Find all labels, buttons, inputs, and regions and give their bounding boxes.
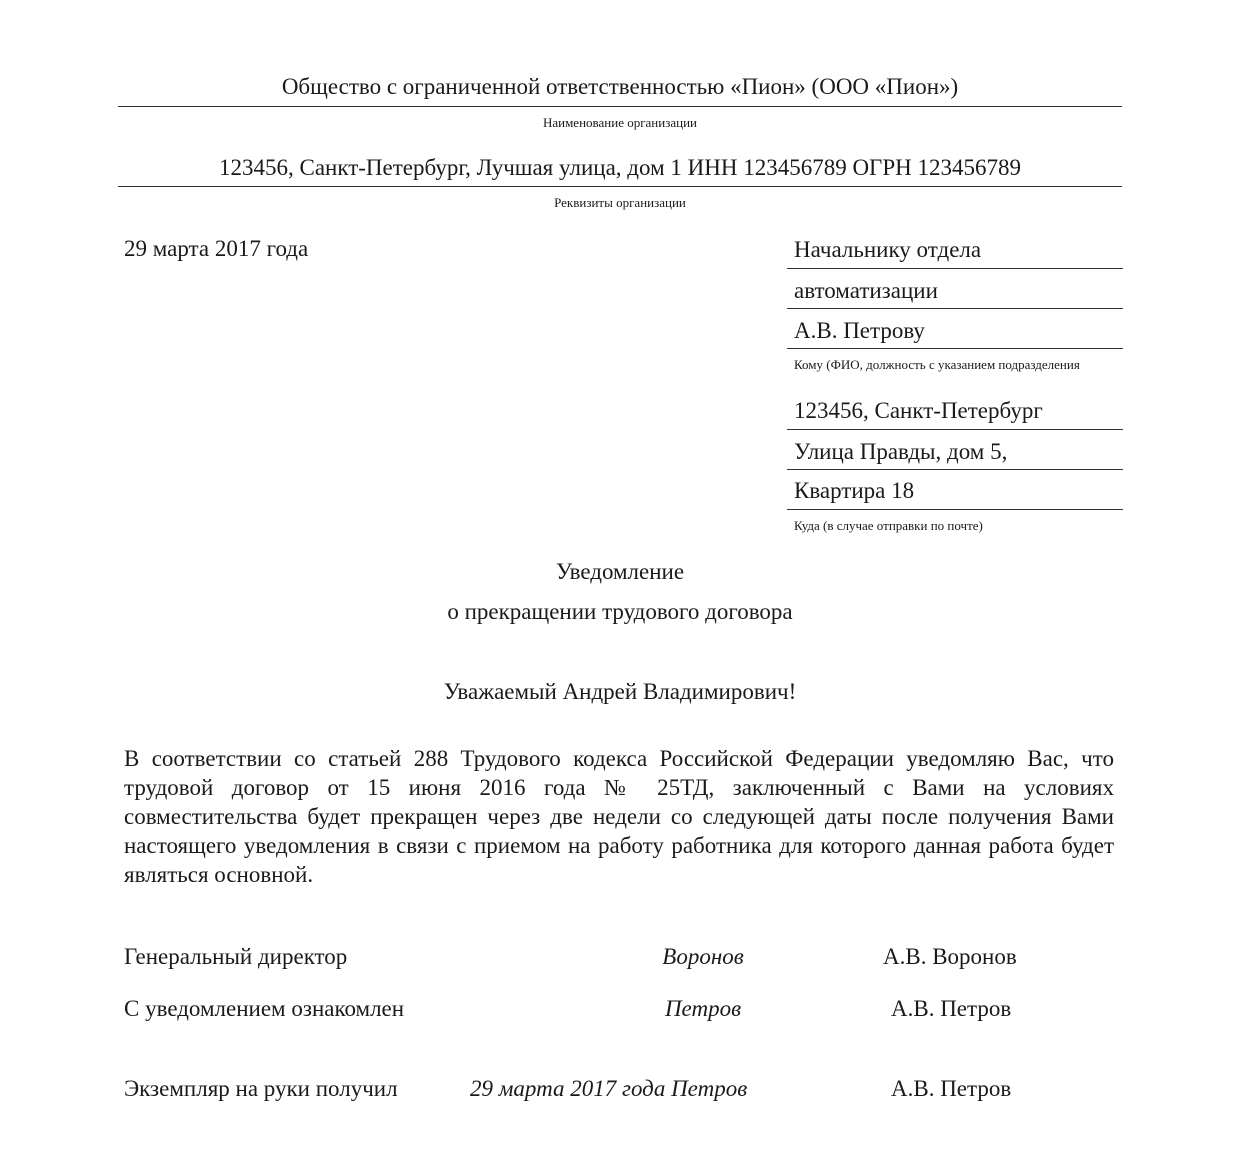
signature-label-director: Генеральный директор <box>124 944 348 969</box>
signature-acknowledged: Петров <box>664 996 742 1021</box>
address-line-1: 123456, Санкт-Петербург <box>794 398 1043 423</box>
recipient-line-3: А.В. Петрову <box>794 318 925 343</box>
recipient-line-2: автоматизации <box>794 278 938 303</box>
organization-name-underline <box>118 106 1122 107</box>
organization-requisites-caption: Реквизиты организации <box>554 195 686 210</box>
signature-name-copy-received: А.В. Петров <box>891 1076 1012 1101</box>
address-line-2: Улица Правды, дом 5, <box>794 439 1008 464</box>
organization-name-caption: Наименование организации <box>542 115 698 130</box>
recipient-line-1-underline <box>787 268 1123 269</box>
address-caption: Куда (в случае отправки по почте) <box>794 518 983 533</box>
signature-label-acknowledged: С уведомлением ознакомлен <box>124 996 405 1021</box>
notice-title: Уведомление <box>555 559 685 584</box>
recipient-caption: Кому (ФИО, должность с указанием подразделения <box>794 357 1080 372</box>
address-line-2-underline <box>787 469 1123 470</box>
address-line-3-underline <box>787 509 1123 510</box>
signature-name-director: А.В. Воронов <box>883 944 1017 969</box>
signature-director: Воронов <box>662 944 744 969</box>
organization-requisites: 123456, Санкт-Петербург, Лучшая улица, дом 1 ИНН 123456789 ОГРН 123456789 <box>218 155 1022 180</box>
signature-label-copy-received: Экземпляр на руки получил <box>124 1076 398 1101</box>
signature-copy-received: 29 марта 2017 года Петров <box>470 1076 748 1101</box>
notice-subtitle: о прекращении трудового договора <box>447 599 793 624</box>
recipient-line-2-underline <box>787 308 1123 309</box>
recipient-line-3-underline <box>787 348 1123 349</box>
notice-body: В соответствии со статьей 288 Трудового кодекса Российской Федерации уведомляю Вас, что трудовой договор от 15 июня 2016 года № 25ТД, заключенный с Вами на условиях совместительства будет прекращен через две недели со следующей даты после получения Вами настоящего уведомления в связи с приемом на работу работника для которого данная работа будет являться основной. <box>124 746 1114 887</box>
greeting: Уважаемый Андрей Владимирович! <box>443 679 797 704</box>
organization-requisites-underline <box>118 186 1122 187</box>
document-date: 29 марта 2017 года <box>124 236 309 261</box>
address-line-1-underline <box>787 429 1123 430</box>
organization-name: Общество с ограниченной ответственностью «Пион» (ООО «Пион») <box>281 74 959 99</box>
recipient-line-1: Начальнику отдела <box>794 237 982 262</box>
address-line-3: Квартира 18 <box>794 478 915 503</box>
signature-name-acknowledged: А.В. Петров <box>891 996 1012 1021</box>
